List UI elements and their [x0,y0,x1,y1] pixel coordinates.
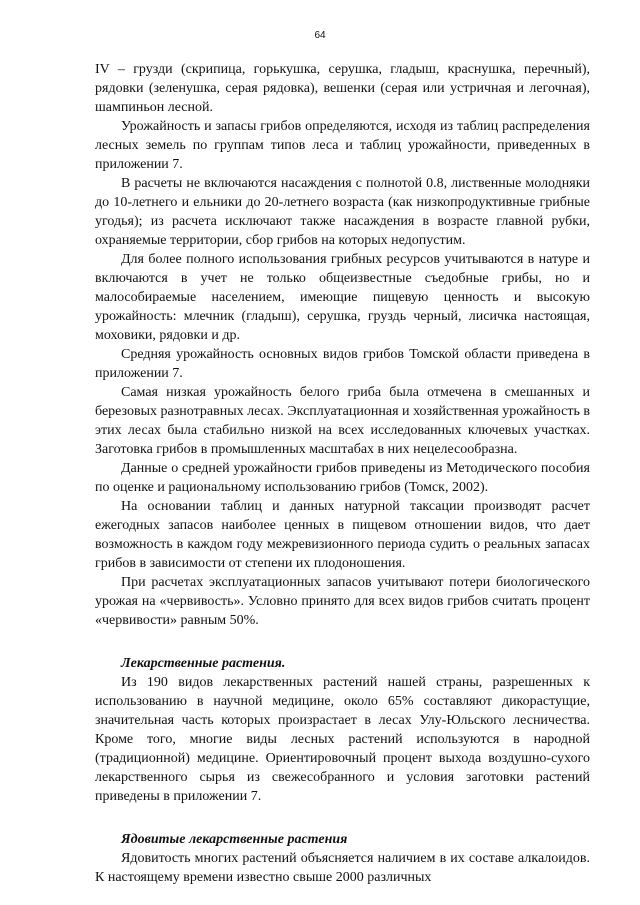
paragraph-data-source: Данные о средней урожайности грибов приведены из Методического пособия по оценке и рациональному использованию грибов (Томск, 2002). [95,461,590,495]
page-number: 64 [314,30,326,41]
paragraph-exclusions: В расчеты не включаются насаждения с полнотой 0.8, лиственные молодняки до 10-летнего и ельники до 20-летнего возраста (как низкопродуктивные грибные угодья); из расчета исключают также насаждения в возрасте главной рубки, охраняемые территории, сбор грибов на которых недопустим. [95,176,590,248]
paragraph-reserve-calculation: На основании таблиц и данных натурной таксации производят расчет ежегодных запасов наиболее ценных в пищевом отношении видов, что дает возможность в каждом году межревизионного периода судить о реальных запасах грибов в зависимости от степени их плодоношения. [95,499,590,571]
paragraph-yield-reserves: Урожайность и запасы грибов определяются, исходя из таблиц распределения лесных земель по группам типов леса и таблиц урожайности, приведенных в приложении 7. [95,119,590,172]
section-heading-medicinal-plants: Лекарственные растения. [121,656,286,671]
paragraph-full-use: Для более полного использования грибных ресурсов учитываются в натуре и включаются в учет не только общеизвестные съедобные грибы, но и малособираемые населением, имеющие пищевую ценность и высокую урожайность: млечник (гладыш), серушка, груздь черный, лисичка настоящая, моховики, рядовки и др. [95,252,590,343]
paragraph-poisonous-plants: Ядовитость многих растений объясняется наличием в их составе алкалоидов. К настоящему времени известно свыше 2000 различных [95,851,590,885]
section-heading-poisonous-plants: Ядовитые лекарственные растения [121,832,348,847]
paragraph-worminess: При расчетах эксплуатационных запасов учитывают потери биологического урожая на «червивость». Условно принято для всех видов грибов считать процент «червивости» равным 50%. [95,575,590,628]
page-content [95,60,590,887]
paragraph-lowest-yield: Самая низкая урожайность белого гриба была отмечена в смешанных и березовых разнотравных лесах. Эксплуатационная и хозяйственная урожайность в этих лесах была стабильно низкой на всех исследованных ключевых участках. Заготовка грибов в промышленных масштабах в них нецелесообразна. [95,385,590,457]
paragraph-medicinal-plants: Из 190 видов лекарственных растений нашей страны, разрешенных к использованию в научной медицине, около 65% составляют дикорастущие, значительная часть которых произрастает в лесах Улу-Юльского лесничества. Кроме того, многие виды лесных растений используются в народной (традиционной) медицине. Ориентировочный процент выхода воздушно-сухого лекарственного сырья из свежесобранного и условия заготовки растений приведены в приложении 7. [95,675,590,804]
paragraph-mushroom-group-iv: IV – грузди (скрипица, горькушка, серушка, гладыш, краснушка, перечный), рядовки (зеленушка, серая рядовка), вешенки (серая или устричная и легочная), шампиньон лесной. [95,62,590,115]
paragraph-average-yield: Средняя урожайность основных видов грибов Томской области приведена в приложении 7. [95,347,590,381]
